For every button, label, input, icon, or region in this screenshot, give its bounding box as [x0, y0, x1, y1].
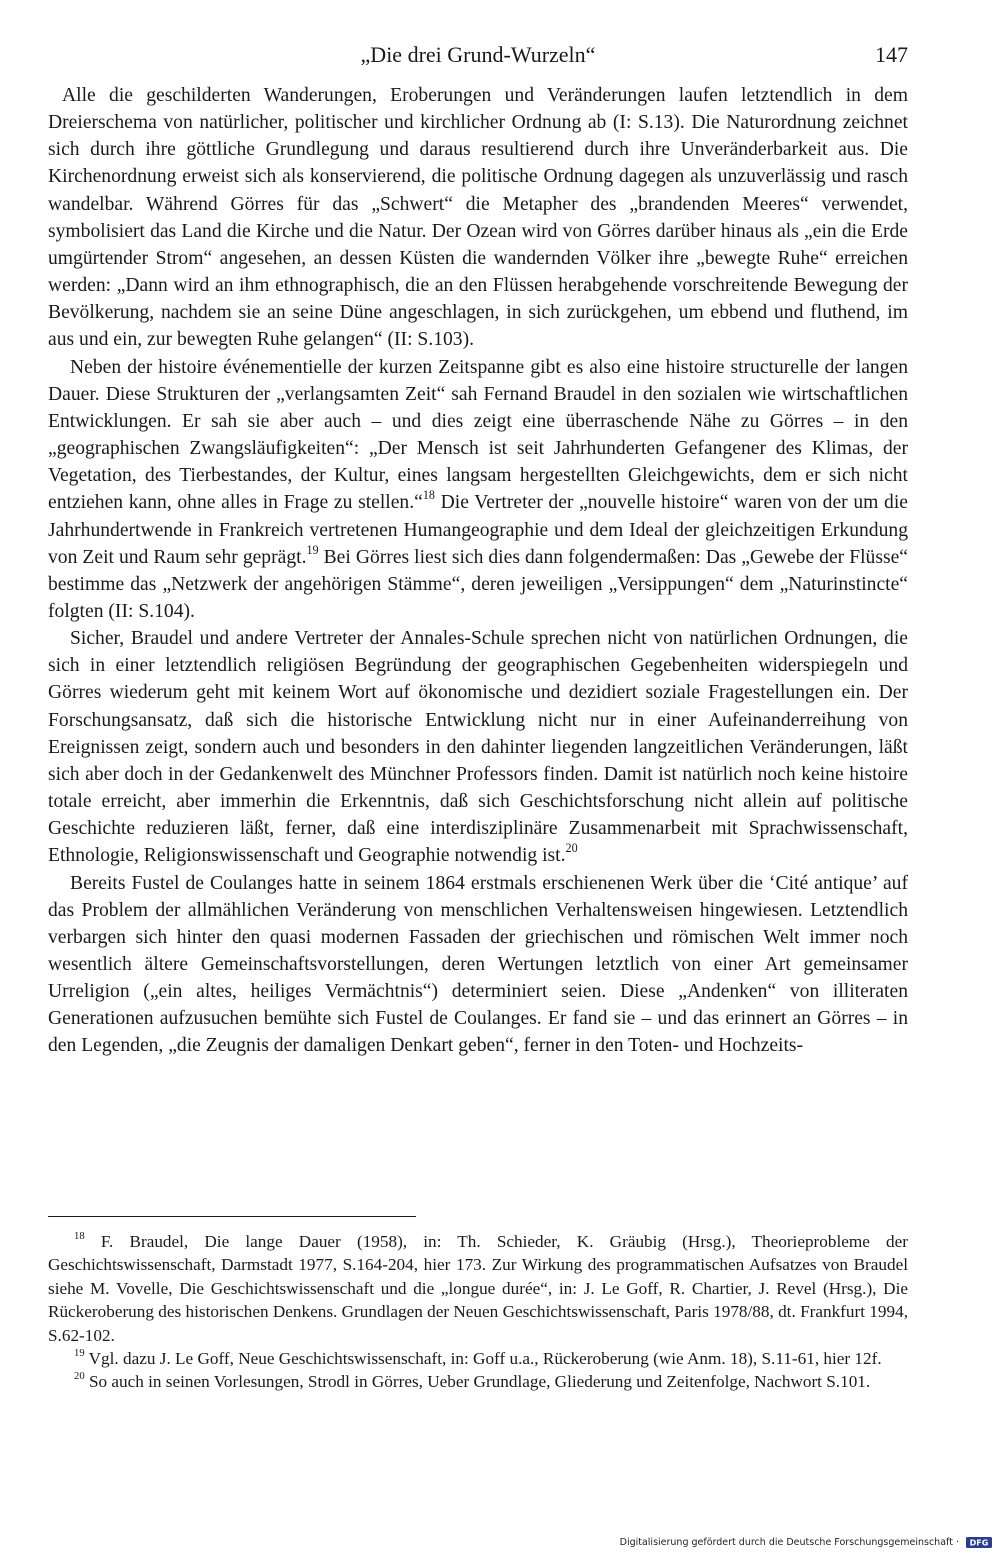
dfg-logo-text: DFG — [969, 1538, 989, 1548]
footnote-text: Vgl. dazu J. Le Goff, Neue Geschichtswissenschaft, in: Goff u.a., Rückeroberung (wie Anm. 18), S.11-61, hier 12f. — [84, 1349, 882, 1369]
footnote-ref-20[interactable]: 20 — [565, 841, 578, 856]
running-head — [48, 38, 908, 72]
footnote-number: 20 — [74, 1371, 85, 1383]
footnote-separator — [48, 1216, 416, 1217]
page-number: 147 — [875, 42, 908, 67]
paragraph — [48, 870, 908, 1060]
credit-text: Digitalisierung gefördert durch die Deutsche Forschungsgemeinschaft · — [619, 1537, 959, 1548]
paragraph-text: Alle die geschilderten Wanderungen, Eroberungen und Veränderungen laufen letztendlich in dem Dreierschema von natürlicher, politischer und kirchlicher Ordnung ab (I: S.13). Die Naturordnung zeichnet sich durch ihre göttliche Grundlegung und daraus resultierend durch ihre Unveränderbarkeit aus. Die Kirchenordnung erweist sich als konservierend, die politische Ordnung dagegen als unzuverlässig und rasch wandelbar. Während Görres für das „Schwert“ die Metapher des „brandenden Meeres“ verwendet, symbolisiert das Land die Kirche und die Natur. Der Ozean wird von Görres darüber hinaus als „ein die Erde umgürtender Strom“ angesehen, an dessen Küsten die wandernden Völker ihre „bewegte Ruhe“ erreichen werden: „Dann wird an ihm ethnographisch, die an den Flüssen herabgehende vorschreitende Bewegung der Bevölkerung, nachdem sie an seine Düne angeschlagen, in sich zurückgehen, um ebbend und fluthend, im aus und ein, zur bewegten Ruhe gelangen“ (II: S.103). — [48, 85, 908, 351]
paragraph-text: Bei Görres liest sich dies dann folgendermaßen: Das „Gewebe der Flüsse“ bestimme das „Netzwerk der angehörigen Stämme“, deren jeweiligen „Versippungen“ dem „Naturinstincte“ folgten (II: S.104). — [48, 546, 908, 622]
paragraph-text: Bereits Fustel de Coulanges hatte in seinem 1864 erstmals erschienenen Werk über die ‘Cité antique’ auf das Problem der allmählichen Veränderung von menschlichen Verhaltensweisen hingewiesen. Letztendlich verbargen sich hinter den quasi modernen Fassaden der griechischen und römischen Welt immer noch wesentlich ältere Gemeinschaftsvorstellungen, deren Wertungen letztlich von einer Art gemeinsamer Urreligion („ein altes, heiliges Vermächtnis“) determiniert seien. Diese „Andenken“ von illiteraten Generationen aufzusuchen bemühte sich Fustel de Coulanges. Er fand sie – und das erinnert an Görres – in den Legenden, „die Zeugnis der damaligen Denkart geben“, ferner in den Toten- und Hochzeits- — [48, 872, 908, 1057]
dfg-logo-icon — [966, 1537, 992, 1548]
paragraph-text: Die Vertreter der „nouvelle histoire“ waren von der um die Jahrhundertwende in Frankreich vertretenen Humangeographie und dem Ideal der gleichzeitigen Erkundung von Zeit und Raum sehr geprägt. — [48, 492, 908, 568]
paragraph — [48, 354, 908, 626]
paragraph-text: Sicher, Braudel und andere Vertreter der Annales-Schule sprechen nicht von natürlichen Ordnungen, die sich in einer letztendlich religiösen Begründung der geographischen Gegebenheiten widerspiegeln und Görres wiederum geht mit keinem Wort auf ökonomische und dezidiert soziale Fragestellungen ein. Der Forschungsansatz, daß sich die historische Entwicklung nicht nur in einer Aufeinanderreihung von Ereignissen zeigt, sondern auch und besonders in den dahinter liegenden langzeitlichen Veränderungen, läßt sich aber doch in der Gedankenwelt des Münchner Professors finden. Damit ist natürlich noch keine histoire totale erreicht, aber immerhin die Erkenntnis, daß sich Geschichtsforschung nicht allein auf politische Geschichte reduzieren läßt, ferner, daß eine interdisziplinäre Zusammenarbeit mit Sprachwissenschaft, Ethnologie, Religionswissenschaft und Geographie notwendig ist. — [48, 628, 908, 867]
footnote-number: 19 — [74, 1348, 85, 1360]
paragraph-text: Neben der histoire événementielle der kurzen Zeitspanne gibt es also eine histoire structurelle der langen Dauer. Diese Strukturen der „verlangsamten Zeit“ sah Fernand Braudel in den sozialen wie wirtschaftlichen Entwicklungen. Er sah sie aber auch – und dies zeigt eine überraschende Nähe zu Görres – in den „geographischen Zwangsläufigkeiten“: „Der Mensch ist seit Jahrhunderten Gefangener des Klimas, der Vegetation, des Tierbestandes, der Kultur, eines langsam hergestellten Gleichgewichts, dem er sich nicht entziehen kann, ohne alles in Frage zu stellen.“ — [48, 356, 908, 514]
digitization-credit — [620, 1536, 992, 1550]
footnotes — [48, 1230, 908, 1394]
footnote-20 — [48, 1370, 908, 1393]
footnote-18 — [48, 1230, 908, 1347]
footnote-number: 18 — [74, 1231, 85, 1243]
footnote-19 — [48, 1347, 908, 1370]
footnote-ref-19[interactable]: 19 — [306, 542, 319, 557]
paragraph — [48, 82, 908, 354]
main-text — [48, 82, 908, 1060]
footnote-ref-18[interactable]: 18 — [422, 488, 435, 503]
footnote-text: F. Braudel, Die lange Dauer (1958), in: Th. Schieder, K. Gräubig (Hrsg.), Theorieprobleme der Geschichtswissenschaft, Darmstadt 1977, S.164-204, hier 173. Zur Wirkung des programmatischen Aufsatzes von Braudel siehe M. Vovelle, Die Geschichtswissenschaft und die „longue durée“, in: J. Le Goff, R. Chartier, J. Revel (Hrsg.), Die Rückeroberung des historischen Denkens. Grundlagen der Neuen Geschichtswissenschaft, Paris 1978/88, dt. Frankfurt 1994, S.62-102. — [48, 1232, 908, 1345]
paragraph — [48, 625, 908, 869]
footnote-text: So auch in seinen Vorlesungen, Strodl in Görres, Ueber Grundlage, Gliederung und Zeitenfolge, Nachwort S.101. — [84, 1372, 871, 1392]
chapter-title: „Die drei Grund-Wurzeln“ — [360, 42, 596, 67]
